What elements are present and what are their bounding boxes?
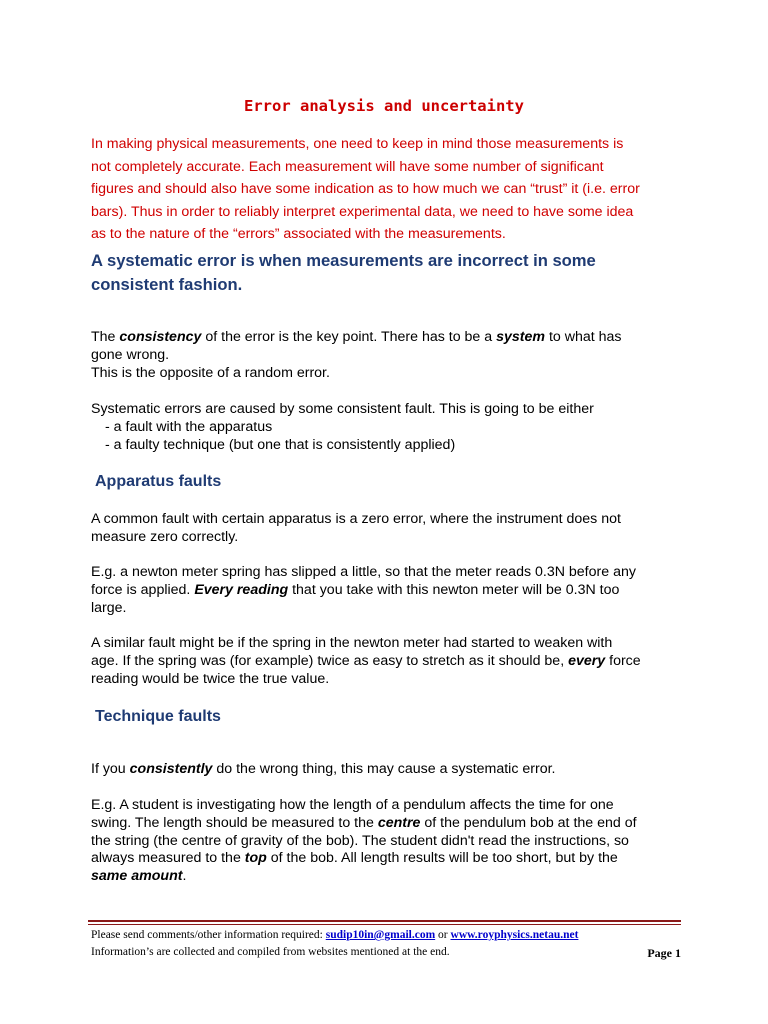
intro-line: as to the nature of the “errors” associated with the measurements. (91, 226, 506, 242)
text-run: age. If the spring was (for example) twice as easy to stretch as it should be, (91, 652, 569, 669)
emphasis-system: system (496, 329, 546, 345)
intro-line: bars). Thus in order to reliably interpret experimental data, we need to have some idea (91, 203, 634, 220)
newton-meter-paragraph (91, 564, 678, 617)
text-run: to what has (545, 329, 622, 345)
emphasis-consistently: consistently (129, 761, 213, 777)
text-run: always measured to the (91, 850, 245, 867)
heading-line: consistent fashion. (91, 275, 243, 294)
paragraph-line: gone wrong. (91, 346, 170, 363)
text-run: of the error is the key point. There has to be a (201, 329, 497, 345)
text-run: force is applied. (91, 581, 195, 598)
paragraph-line: the string (the centre of gravity of the bob). The student didn't read the instructions, so (91, 832, 629, 849)
systematic-error-heading (91, 249, 691, 297)
footer-line-1 (91, 929, 681, 941)
intro-line: figures and should also have some indication as to how much we can “trust” it (i.e. error (91, 181, 640, 197)
technique-faults-heading: Technique faults (95, 708, 221, 725)
emphasis-every: every (568, 652, 606, 669)
footer-line-2 (91, 946, 681, 958)
text-run: force (605, 652, 641, 669)
intro-line: not completely accurate. Each measurement will have some number of significant (91, 158, 604, 175)
heading-line: A systematic error is when measurements are incorrect in some (91, 251, 596, 270)
pendulum-paragraph (91, 797, 678, 886)
footer-or: or (435, 929, 451, 941)
consistently-paragraph (91, 761, 678, 779)
footer-text: Please send comments/other information required: (91, 929, 326, 941)
paragraph-line (91, 582, 678, 600)
text-run: If you (91, 761, 130, 777)
apparatus-faults-heading: Apparatus faults (95, 473, 222, 490)
consistency-paragraph (91, 329, 678, 382)
emphasis-consistency: consistency (119, 329, 202, 345)
paragraph-line: A common fault with certain apparatus is a zero error, where the instrument does not (91, 511, 621, 527)
list-item: - a fault with the apparatus (105, 418, 273, 435)
text-run: that you take with this newton meter will be 0.3N too (288, 581, 620, 598)
paragraph-line: A similar fault might be if the spring in the newton meter had started to weaken with (91, 635, 613, 651)
page-title: Error analysis and uncertainty (244, 97, 524, 115)
paragraph-line: measure zero correctly. (91, 528, 239, 545)
paragraph-line (91, 815, 678, 833)
paragraph-line: E.g. a newton meter spring has slipped a little, so that the meter reads 0.3N before any (91, 564, 636, 580)
paragraph-line: Systematic errors are caused by some consistent fault. This is going to be either (91, 401, 594, 417)
footer-text: Information’s are collected and compiled from websites mentioned at the end. (91, 946, 450, 958)
paragraph-line: reading would be twice the true value. (91, 670, 330, 687)
list-item: - a faulty technique (but one that is consistently applied) (105, 436, 456, 453)
causes-paragraph (91, 401, 678, 454)
page-number: Page 1 (647, 946, 681, 960)
paragraph-line: E.g. A student is investigating how the length of a pendulum affects the time for one (91, 797, 614, 813)
website-link[interactable]: www.royphysics.netau.net (450, 929, 579, 941)
emphasis-same-amount: same amount (91, 868, 183, 885)
paragraph-line (91, 329, 678, 347)
emphasis-top: top (244, 850, 267, 867)
text-run: do the wrong thing, this may cause a systematic error. (212, 761, 556, 777)
paragraph-line (91, 761, 678, 779)
paragraph-line (91, 850, 678, 868)
zero-error-paragraph (91, 511, 678, 547)
paragraph-line (91, 653, 678, 671)
text-run: of the bob. All length results will be too short, but by the (266, 850, 618, 867)
email-link[interactable]: sudip10in@gmail.com (325, 929, 436, 941)
paragraph-line: This is the opposite of a random error. (91, 364, 330, 381)
footer-rule-thick (88, 920, 681, 922)
emphasis-every-reading: Every reading (194, 581, 289, 598)
text-run: of the pendulum bob at the end of (420, 814, 637, 831)
text-run: swing. The length should be measured to the (91, 814, 378, 831)
text-run: The (91, 329, 120, 345)
paragraph-line (91, 868, 678, 886)
intro-paragraph (91, 133, 678, 246)
intro-line: In making physical measurements, one need to keep in mind those measurements is (91, 136, 624, 152)
footer-rule-thin (88, 924, 681, 925)
weaken-spring-paragraph (91, 635, 678, 688)
emphasis-centre: centre (377, 814, 421, 831)
paragraph-line: large. (91, 599, 127, 616)
text-run: . (182, 868, 187, 885)
